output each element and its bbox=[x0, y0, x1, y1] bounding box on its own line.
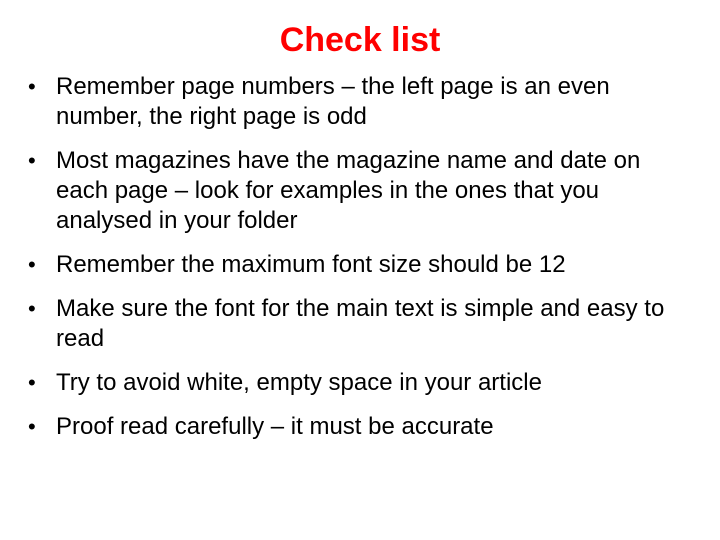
list-item bbox=[28, 250, 688, 280]
list-item bbox=[28, 412, 688, 442]
list-item bbox=[28, 146, 688, 236]
slide-title: Check list bbox=[279, 21, 441, 59]
list-item-text: Remember the maximum font size should be 12 bbox=[56, 251, 566, 278]
list-item-text: Make sure the font for the main text is simple and easy to read bbox=[56, 295, 665, 352]
bullet-icon: • bbox=[28, 296, 36, 321]
list-item-text: Try to avoid white, empty space in your article bbox=[56, 369, 542, 396]
bullet-icon: • bbox=[28, 74, 36, 99]
list-item-text: Remember page numbers – the left page is an even number, the right page is odd bbox=[56, 73, 610, 130]
list-item bbox=[28, 294, 688, 354]
checklist bbox=[28, 72, 688, 456]
list-item-text: Most magazines have the magazine name and date on each page – look for examples in the ones that you analysed in your folder bbox=[56, 147, 641, 234]
list-item-text: Proof read carefully – it must be accurate bbox=[56, 413, 494, 440]
bullet-icon: • bbox=[28, 370, 36, 395]
bullet-icon: • bbox=[28, 414, 36, 439]
bullet-icon: • bbox=[28, 148, 36, 173]
list-item bbox=[28, 72, 688, 132]
list-item bbox=[28, 368, 688, 398]
bullet-icon: • bbox=[28, 252, 36, 277]
